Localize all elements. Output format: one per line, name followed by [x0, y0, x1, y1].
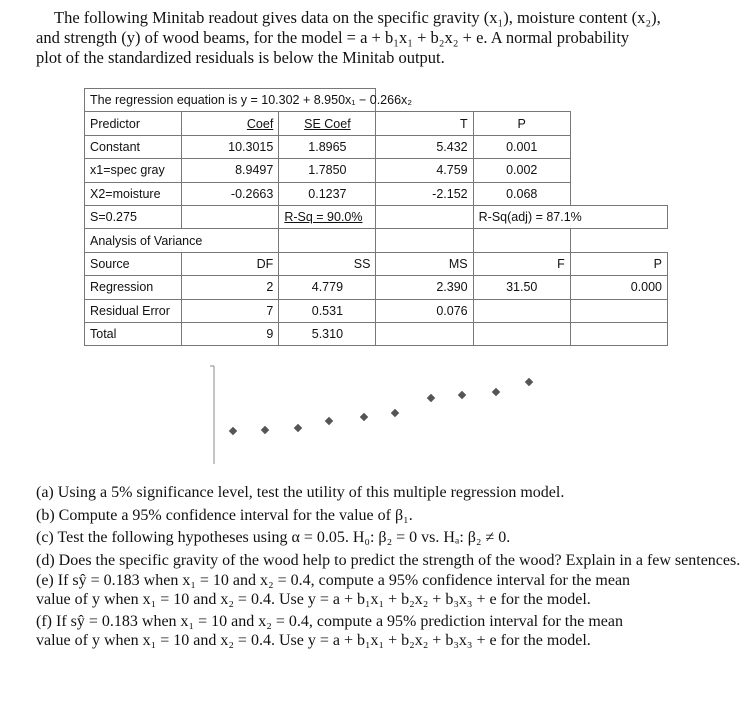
r-sq: [279, 205, 376, 228]
se-coef-cell: 1.7850: [279, 159, 376, 182]
table-row: [85, 182, 668, 205]
question-a: (a) Using a 5% significance level, test the utility of this multiple regression model.: [36, 484, 565, 501]
header-ss: SS: [279, 252, 376, 275]
header-predictor: Predictor: [85, 112, 182, 135]
p-cell: 0.001: [473, 135, 570, 158]
p-anova-cell: [570, 299, 667, 322]
predictor-cell: [85, 159, 182, 182]
ss-cell: 0.531: [279, 299, 376, 322]
header-f: F: [473, 252, 570, 275]
predictor-label: x1=spec gray: [90, 163, 165, 178]
r-sq-adj: R-Sq(adj) = 87.1%: [473, 205, 667, 228]
coef-cell: 8.9497: [182, 159, 279, 182]
table-row: [85, 135, 668, 158]
table-row: [85, 159, 668, 182]
p-anova-cell: 0.000: [570, 276, 667, 299]
f-cell: [473, 322, 570, 345]
residual-point: [492, 388, 500, 396]
header-p: P: [473, 112, 570, 135]
coef-cell: -0.2663: [182, 182, 279, 205]
df-cell: 2: [182, 276, 279, 299]
anova-header-row: [85, 252, 668, 275]
t-cell: 5.432: [376, 135, 473, 158]
anova-title: Analysis of Variance: [85, 229, 279, 252]
question-c: (c) Test the following hypotheses using α = 0.05. H₀: β₂ = 0 vs. Hₐ: β₂ ≠ 0.: [36, 529, 511, 546]
header-p-anova: P: [570, 252, 667, 275]
fit-summary-row: [85, 205, 668, 228]
residual-point: [229, 427, 237, 435]
se-coef-cell: 1.8965: [279, 135, 376, 158]
intro-line-1: The following Minitab readout gives data on the specific gravity (x₁), moisture content (x₂),: [54, 8, 661, 27]
ss-cell: 5.310: [279, 322, 376, 345]
df-cell: 9: [182, 322, 279, 345]
coef-cell: 10.3015: [182, 135, 279, 158]
source-cell: Total: [85, 322, 182, 345]
source-cell: Residual Error: [85, 299, 182, 322]
predictor-cell: X2=moisture: [85, 182, 182, 205]
header-df: DF: [182, 252, 279, 275]
t-cell: -2.152: [376, 182, 473, 205]
header-ms: MS: [376, 252, 473, 275]
r-sq-text: R-Sq = 90.0%: [284, 210, 363, 225]
residual-point: [525, 378, 533, 386]
coef-header-row: [85, 112, 668, 135]
question-e-line-2: value of y when x₁ = 10 and x₂ = 0.4. Use y = a + b₁x₁ + b₂x₂ + b₃x₃ + e for the model.: [36, 590, 591, 608]
question-f-line-2: value of y when x₁ = 10 and x₂ = 0.4. Use y = a + b₁x₁ + b₂x₂ + b₃x₃ + e for the model.: [36, 631, 591, 649]
residual-point: [294, 424, 302, 432]
t-cell: 4.759: [376, 159, 473, 182]
residual-point: [261, 426, 269, 434]
s-value: S=0.275: [85, 205, 182, 228]
question-e-line-1: (e) If sŷ = 0.183 when x₁ = 10 and x₂ = 0.4, compute a 95% confidence interval for the mean: [36, 572, 631, 589]
p-anova-cell: [570, 322, 667, 345]
header-coef: Coef: [182, 112, 279, 135]
header-source: Source: [85, 252, 182, 275]
normal-probability-plot: [200, 360, 560, 470]
anova-title-row: [85, 229, 668, 252]
f-cell: [473, 299, 570, 322]
question-b: (b) Compute a 95% confidence interval for the value of β₁.: [36, 506, 413, 524]
source-cell: Regression: [85, 276, 182, 299]
table-row: [85, 322, 668, 345]
df-cell: 7: [182, 299, 279, 322]
question-d: (d) Does the specific gravity of the wood help to predict the strength of the wood? Explain in a few sentences.: [36, 551, 741, 569]
regression-equation: The regression equation is y = 10.302 + 8.950x₁ − 0.266x₂: [85, 89, 376, 112]
f-cell: 31.50: [473, 276, 570, 299]
residual-point: [427, 394, 435, 402]
se-coef-cell: 0.1237: [279, 182, 376, 205]
regression-equation-row: [85, 89, 668, 112]
p-cell: 0.002: [473, 159, 570, 182]
ms-cell: 2.390: [376, 276, 473, 299]
predictor-cell: Constant: [85, 135, 182, 158]
minitab-output-table: [84, 88, 668, 346]
question-f-line-1: (f) If sŷ = 0.183 when x₁ = 10 and x₂ = 0.4, compute a 95% prediction interval for the mean: [36, 613, 623, 630]
ss-cell: 4.779: [279, 276, 376, 299]
intro-paragraph: [36, 8, 736, 68]
table-row: [85, 276, 668, 299]
header-t: T: [376, 112, 473, 135]
table-row: [85, 299, 668, 322]
residual-point: [325, 417, 333, 425]
header-se-coef: SE Coef: [279, 112, 376, 135]
p-cell: 0.068: [473, 182, 570, 205]
intro-line-2: and strength (y) of wood beams, for the model = a + b₁x₁ + b₂x₂ + e. A normal probability: [36, 28, 630, 47]
residual-point: [360, 413, 368, 421]
residual-points: [229, 378, 533, 435]
residual-point: [458, 391, 466, 399]
ms-cell: 0.076: [376, 299, 473, 322]
questions-list: [36, 484, 746, 650]
residual-point: [391, 409, 399, 417]
ms-cell: [376, 322, 473, 345]
intro-line-3: plot of the standardized residuals is below the Minitab output.: [36, 48, 445, 67]
